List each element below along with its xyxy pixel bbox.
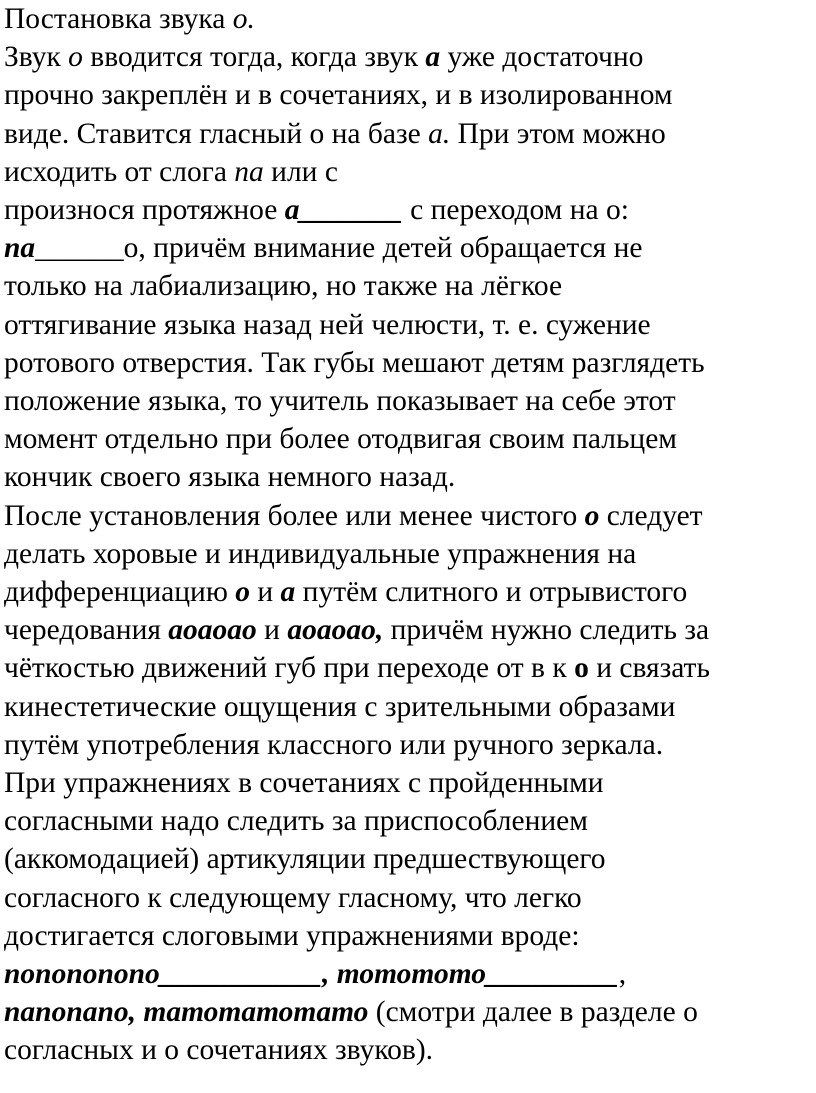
text-run: путём употребления классного или ручного зеркала. [4,728,664,761]
text-run: При упражнениях в сочетаниях с пройденными [4,767,604,799]
text-line [4,458,455,496]
text-line [4,802,588,840]
text-run: (аккомодацией) артикуляции предшествующего [4,843,606,876]
text-run: произнося протяжное [4,194,285,226]
text-run: чёткостью движений губ при переходе от в к [4,652,575,685]
text-run: После установления более или менее чистого [4,499,585,532]
emphasis-text: папопапо, татотатотато [4,996,369,1029]
text-line [4,649,710,687]
text-line [4,1031,433,1069]
text-run: момент отдельно при более отодвигая своим пальцем [4,423,677,456]
text-run: и связать [588,652,710,685]
text-run: При этом можно [450,117,666,150]
emphasis-text: аоаоао, [287,614,384,647]
emphasis-text: попопопопо___________, тототото_________ [4,958,619,990]
emphasis-text: о [235,576,250,608]
text-run: Постановка звука [4,3,233,35]
text-run: исходить от слога [4,155,235,188]
text-line [4,726,663,764]
text-line [4,344,705,382]
text-run: виде. Ставится гласный о на базе [4,117,429,150]
text-run: вводится тогда, когда звук [82,41,426,74]
text-run: ротового отверстия. Так губы мешают детям разглядеть [4,346,705,379]
text-run: кончик своего языка немного назад. [4,461,456,494]
text-line [4,0,255,38]
emphasis-text: па [234,155,264,188]
emphasis-text: о [574,652,589,685]
emphasis-text: а [425,41,441,74]
text-line [4,153,338,191]
text-line [4,840,606,878]
text-line [4,535,636,573]
text-run: прочно закреплён и в сочетаниях, и в изолированном [4,79,673,112]
text-line [4,229,643,267]
text-run: причём нужно следить за [383,614,710,647]
emphasis-text: о [584,499,600,532]
emphasis-text: а [280,576,296,608]
text-run: , [618,958,627,990]
text-run: оттягивание языка назад ней челюсти, т. е. сужение [4,308,651,341]
text-line [4,115,666,153]
text-run: и [249,576,281,608]
text-line [4,955,626,993]
text-run: Звук [4,41,69,74]
text-run: и [256,614,288,647]
text-line [4,688,675,726]
text-line [4,497,703,535]
text-run: путём слитного и отрывистого [295,576,688,608]
text-run: дифференциацию [4,576,236,608]
text-run: только на лабиализацию, но также на лёгкое [4,270,563,303]
emphasis-text: о [68,41,83,74]
text-run: с переходом на о: [402,194,629,226]
emphasis-text: па [4,232,36,265]
text-line [4,382,676,420]
text-line [4,420,677,458]
text-run: согласного к следующему гласному, что легко [4,881,582,914]
emphasis-text: а_______ [284,194,403,226]
text-run: положение языка, то учитель показывает на себе этот [4,385,676,417]
text-line [4,573,687,611]
text-run: чередования [4,614,169,647]
text-run: (смотри далее в разделе о [368,996,698,1029]
emphasis-text: а. [428,117,451,150]
text-run: кинестетические ощущения с зрительными образами [4,690,676,723]
text-line [4,993,698,1031]
text-line [4,76,673,114]
text-run: уже достаточно [440,41,644,74]
text-line [4,38,643,76]
text-line [4,879,582,917]
text-line [4,267,562,305]
text-run: ______о, причём внимание детей обращается не [35,232,643,265]
text-run: следует [599,499,703,532]
text-line [4,191,629,229]
text-line [4,611,709,649]
text-run: или с [263,155,338,188]
text-run: согласными надо следить за приспособлением [4,805,588,838]
text-line [4,764,604,802]
text-run: достигается слоговыми упражнениями вроде: [4,919,580,952]
emphasis-text: о. [232,3,255,35]
emphasis-text: аоаоао [168,614,257,647]
text-run: согласных и о сочетаниях звуков). [4,1034,434,1067]
text-run: делать хоровые и индивидуальные упражнения на [4,537,637,570]
text-line [4,917,580,955]
text-line [4,306,651,344]
